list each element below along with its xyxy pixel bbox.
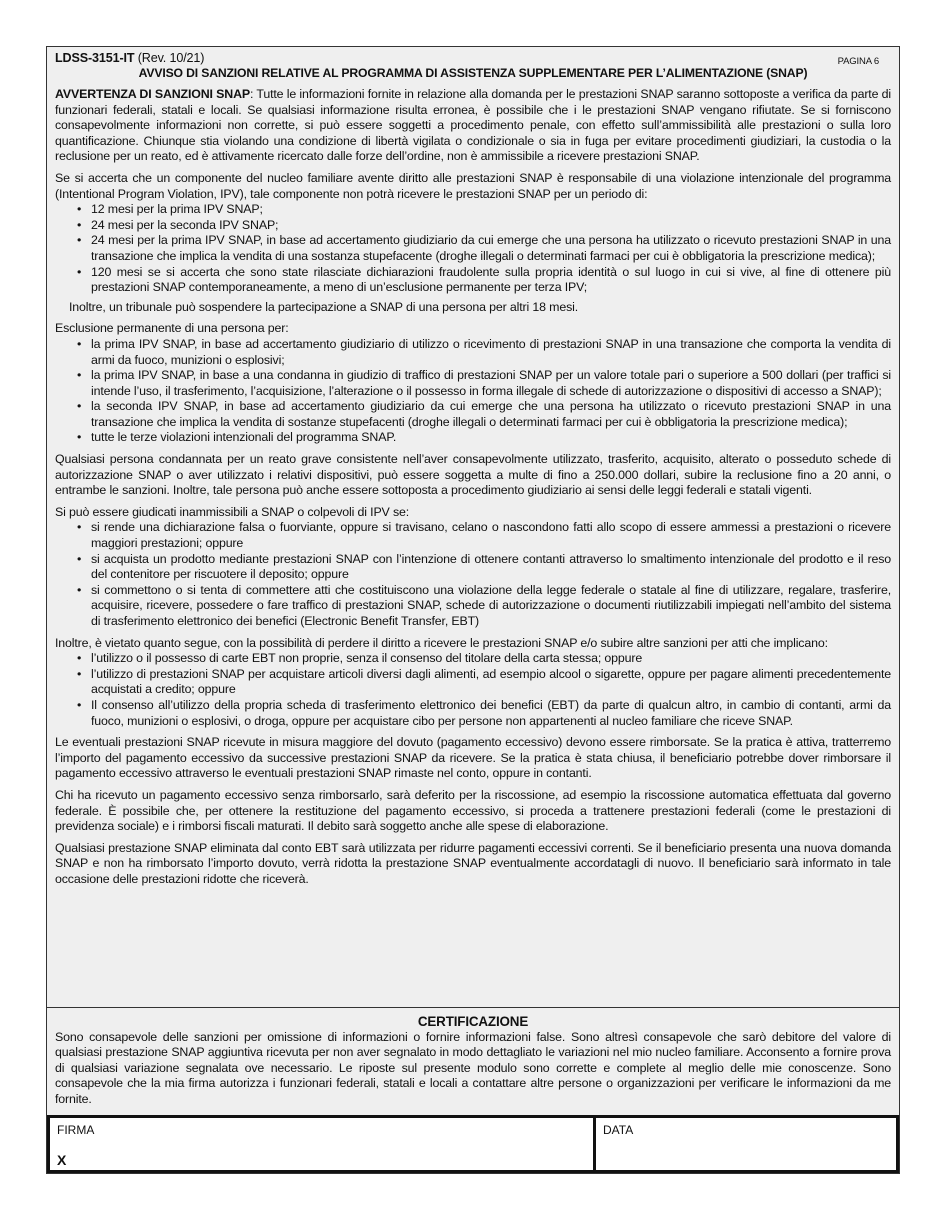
ebt-reduction-paragraph: Qualsiasi prestazione SNAP eliminata dal conto EBT sarà utilizzata per ridurre pagamenti eccessivi correnti. Se il beneficiario presenta una nuova domanda SNAP e non ha rimborsato l’importo dovuto, verrà ridotta la prestazione SNAP eventualmente accordatagli di nuovo. Il beneficiario sarà informato in tale occasione delle prestazioni ridotte che riceverà. bbox=[55, 840, 891, 886]
warning-label: AVVERTENZA DI SANZIONI SNAP bbox=[55, 87, 250, 101]
certification-text: Sono consapevole delle sanzioni per omissione di informazioni o fornire informazioni false. Sono altresì consapevole che sarò debitore del valore di qualsiasi prestazione SNAP aggiuntiva ricevuta per non aver segnalato in modo dettagliato le variazioni nel mio nucleo familiare. Acconsento a fornire prova di qualsiasi variazione segnalata ove necessario. Le riposte sul presente modulo sono corrette e complete al meglio delle mie conoscenze. Sono consapevole che la mia firma autorizza i funzionari federali, statali e locali a contattare altre persone o organizzazioni per verificare le informazioni da me fornite. bbox=[55, 1029, 891, 1106]
signature-row bbox=[47, 1115, 899, 1173]
form-page bbox=[46, 46, 900, 1174]
certification-section bbox=[47, 1007, 899, 1108]
date-label: DATA bbox=[603, 1123, 634, 1137]
signature-x-mark: X bbox=[57, 1152, 67, 1168]
form-revision: (Rev. 10/21) bbox=[137, 51, 205, 65]
page-title: AVVISO DI SANZIONI RELATIVE AL PROGRAMMA DI ASSISTENZA SUPPLEMENTARE PER L’ALIMENTAZIONE (SNAP) bbox=[138, 66, 808, 80]
list-item: • la prima IPV SNAP, in base a una condanna in giudizio di traffico di prestazioni SNAP per un valore totale pari o superiore a 500 dollari (per traffici si intende l’uso, il trasferimento, l’acquisizione, l’alterazione o il possesso in forma illegale di schede di autorizzazione o dispositivi di accesso a SNAP); bbox=[79, 368, 891, 399]
list-item: • 24 mesi per la seconda IPV SNAP; bbox=[79, 218, 891, 234]
page-number: PAGINA 6 bbox=[837, 56, 879, 67]
list-item: • la seconda IPV SNAP, in base ad accertamento giudiziario da cui emerge che una persona ha utilizzato o ricevuto prestazioni SNAP in una transazione che implica la vendita di sostanze stupefacenti (droghe illegali o determinati farmaci per cui è obbligatoria la prescrizione medica); bbox=[79, 399, 891, 430]
list-item: • si acquista un prodotto mediante prestazioni SNAP con l’intenzione di ottenere contanti attraverso lo smaltimento intenzionale del prodotto e il reso del contenitore per riscuotere il deposito; oppure bbox=[79, 552, 891, 583]
date-field[interactable] bbox=[596, 1118, 896, 1170]
list-item: • tutte le terze violazioni intenzionali del programma SNAP. bbox=[79, 430, 891, 446]
forbidden-intro: Inoltre, è vietato quanto segue, con la possibilità di perdere il diritto a ricevere le prestazioni SNAP e/o subire altre sanzioni per atti che implicano: bbox=[55, 635, 828, 650]
form-id bbox=[55, 51, 204, 65]
permanent-intro: Esclusione permanente di una persona per: bbox=[55, 321, 289, 336]
form-code: LDSS-3151-IT bbox=[55, 51, 135, 65]
form-header bbox=[55, 51, 891, 66]
list-item: • 120 mesi se si accerta che sono state rilasciate dichiarazioni fraudolente sulla propria identità o sul luogo in cui si vive, al fine di ottenere più prestazioni SNAP contemporaneamente, a meno di un’esclusione permanente per terza IPV; bbox=[79, 265, 891, 296]
list-item: • si rende una dichiarazione falsa o fuorviante, oppure si travisano, celano o nascondono fatti allo scopo di essere ammessi a prestazioni o ricevere maggiori prestazioni; oppure bbox=[79, 520, 891, 551]
certification-title: CERTIFICAZIONE bbox=[417, 1014, 529, 1029]
ineligible-intro: Si può essere giudicati inammissibili a SNAP o colpevoli di IPV se: bbox=[55, 504, 410, 519]
ineligible-list bbox=[55, 520, 891, 629]
list-item: • l’utilizzo o il possesso di carte EBT non proprie, senza il consenso del titolare della carta stessa; oppure bbox=[79, 651, 891, 667]
ipv-intro: Se si accerta che un componente del nucleo familiare avente diritto alle prestazioni SNAP è responsabile di una violazione intenzionale del programma (Intentional Program Violation, IPV), tale componente non potrà ricevere le prestazioni SNAP per un periodo di: bbox=[55, 170, 891, 201]
signature-label: FIRMA bbox=[57, 1123, 95, 1137]
list-item: • l’utilizzo di prestazioni SNAP per acquistare articoli diversi dagli alimenti, ad esempio alcool o sigarette, oppure per pagare alimenti precedentemente acquistati a credito; oppure bbox=[79, 667, 891, 698]
list-item: • Il consenso all’utilizzo della propria scheda di trasferimento elettronico dei benefici (EBT) da parte di qualcun altro, in cambio di contanti, armi da fuoco, munizioni o esplosivi, o droga, oppure per acquistare cibo per persone non appartenenti al nucleo familiare che riceve SNAP. bbox=[79, 698, 891, 729]
signature-field[interactable] bbox=[50, 1118, 596, 1170]
list-item: • la prima IPV SNAP, in base ad accertamento giudiziario di utilizzo o ricevimento di prestazioni SNAP in una transazione che comporta la vendita di armi da fuoco, munizioni o esplosivi; bbox=[79, 337, 891, 368]
collection-paragraph: Chi ha ricevuto un pagamento eccessivo senza rimborsarlo, sarà deferito per la riscossione, ad esempio la riscossione automatica effettuata dal governo federale. È possibile che, per ottenere la restituzione del pagamento eccessivo, si proceda a trattenere prestazioni federali (come le prestazioni di previdenza sociale) e i rimborsi fiscali maturati. Il debito sarà soggetto anche alle spese di elaborazione. bbox=[55, 787, 891, 834]
warning-text: : Tutte le informazioni fornite in relazione alla domanda per le prestazioni SNAP saranno sottoposte a verifica da parte di funzionari federali, statali e locali. Se qualsiasi informazione risulta erronea, è possibile che i le prestazioni SNAP vengano rifiutate. Se si forniscono consapevolmente informazioni non corrette, si può essere soggetti a procedimento penale, con effetto sull’ammissibilità alle prestazioni o sulla loro quantificazione. Chiunque stia violando una condizione di libertà vigilata o condizionale o sia in fuga per evitare procedimenti giudiziari, la custodia o la reclusione per un reato, ed è attivamente ricercato dalle forze dell’ordine, non è ammissibile a ricevere prestazioni SNAP. bbox=[55, 87, 892, 164]
ipv-list bbox=[55, 202, 891, 296]
forbidden-list bbox=[55, 651, 891, 729]
overpayment-paragraph: Le eventuali prestazioni SNAP ricevute in misura maggiore del dovuto (pagamento eccessivo) devono essere rimborsate. Se la pratica è attiva, tratterremo l’importo del pagamento eccessivo da successive prestazioni SNAP da ricevere. Se la pratica è stata chiusa, il beneficiario potrebbe dover rimborsare il pagamento eccessivo attraverso le eventuali prestazioni SNAP rimaste nel conto, oppure in contanti. bbox=[55, 735, 891, 781]
notice-body bbox=[47, 47, 899, 888]
list-item: • 24 mesi per la prima IPV SNAP, in base ad accertamento giudiziario da cui emerge che una persona ha utilizzato o ricevuto prestazioni SNAP in una transazione che implica la vendita di una sostanza stupefacente (droghe illegali o determinati farmaci per cui è obbligatoria la prescrizione medica); bbox=[79, 233, 891, 264]
warning-paragraph bbox=[55, 87, 891, 165]
permanent-list bbox=[55, 337, 891, 446]
felony-paragraph: Qualsiasi persona condannata per un reato grave consistente nell’aver consapevolmente utilizzato, trasferito, acquisito, alterato o posseduto schede di autorizzazione SNAP o aver utilizzato i relativi dispositivi, può essere soggetta a multe di fino a 250.000 dollari, subire la reclusione fino a 20 anni, o entrambe le sanzioni. Inoltre, tale persona può anche essere sottoposta a procedimento giudiziario ai sensi delle leggi federali e statali vigenti. bbox=[55, 452, 891, 498]
list-item: • si commettono o si tenta di commettere atti che costituiscono una violazione della legge federale o statale al fine di utilizzare, regalare, trasferire, acquisire, ricevere, possedere o fare traffico di prestazioni SNAP, schede di autorizzazione o documenti riutilizzabili impiegati nell’ambito del sistema di trasferimento elettronico dei benefici (Electronic Benefit Transfer, EBT) bbox=[79, 583, 891, 630]
list-item: • 12 mesi per la prima IPV SNAP; bbox=[79, 202, 891, 218]
ipv-note: Inoltre, un tribunale può sospendere la partecipazione a SNAP di una persona per altri 18 mesi. bbox=[69, 299, 579, 314]
